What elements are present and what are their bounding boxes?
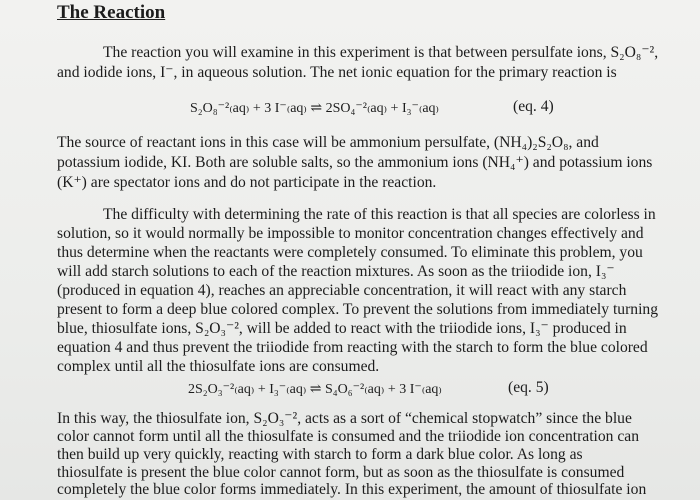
text-line: (K⁺) are spectator ions and do not participate in the reaction. <box>57 174 437 191</box>
text-line: complex until all the thiosulfate ions are consumed. <box>57 358 380 375</box>
text-line: In this way, the thiosulfate ion, S₂O₃⁻², acts as a sort of “chemical stopwatch” since the blue <box>57 410 632 427</box>
text-line: will add starch solutions to each of the reaction mixtures. As soon as the triiodide ion, I₃⁻ <box>57 263 615 280</box>
text-line: potassium iodide, KI. Both are soluble salts, so the ammonium ions (NH₄⁺) and potassium ions <box>57 154 653 171</box>
equation-label: (eq. 5) <box>508 379 549 396</box>
text-line: blue, thiosulfate ions, S₂O₃⁻², will be added to react with the triiodide ions, I₃⁻ produced in <box>57 320 627 337</box>
section-title: The Reaction <box>57 2 166 23</box>
text-line: The source of reactant ions in this case will be ammonium persulfate, (NH₄)₂S₂O₈, and <box>57 134 599 151</box>
text-line: thus determine when the reactants were completely consumed. To eliminate this problem, you <box>57 244 643 261</box>
text-line: present to form a deep blue colored complex. To prevent the solutions from immediately turning <box>57 301 658 318</box>
text-line: The difficulty with determining the rate of this reaction is that all species are colorless in <box>103 206 656 223</box>
text-line: solution, so it would normally be impossible to monitor concentration changes effectively and <box>57 225 644 242</box>
text-line: completely the blue color forms immediately. In this experiment, the amount of thiosulfate ion <box>57 481 647 498</box>
text-line: then build up very quickly, reacting with starch to form a dark blue color. As long as <box>57 446 583 463</box>
text-line: equation 4 and thus prevent the triiodide from reacting with the starch to form the blue colored <box>57 339 648 356</box>
equation-text: 2S₂O₃⁻²₍aq₎ + I₃⁻₍aq₎ ⇌ S₄O₆⁻²₍aq₎ + 3 I⁻₍aq₎ <box>188 382 442 397</box>
equation-label: (eq. 4) <box>513 98 554 115</box>
text-line: color cannot form until all the thiosulfate is consumed and the triiodide ion concentration can <box>57 428 640 445</box>
text-line: and iodide ions, I⁻, in aqueous solution. The net ionic equation for the primary reaction is <box>57 64 617 81</box>
text-line: The reaction you will examine in this experiment is that between persulfate ions, S₂O₈⁻², <box>103 44 659 61</box>
equation-text: S₂O₈⁻²₍aq₎ + 3 I⁻₍aq₎ ⇌ 2SO₄⁻²₍aq₎ + I₃⁻₍aq₎ <box>190 101 439 116</box>
text-line: thiosulfate is present the blue color cannot form, but as soon as the thiosulfate is consumed <box>57 464 625 481</box>
text-line: (produced in equation 4), reaches an appreciable concentration, it will react with any starch <box>57 282 627 299</box>
